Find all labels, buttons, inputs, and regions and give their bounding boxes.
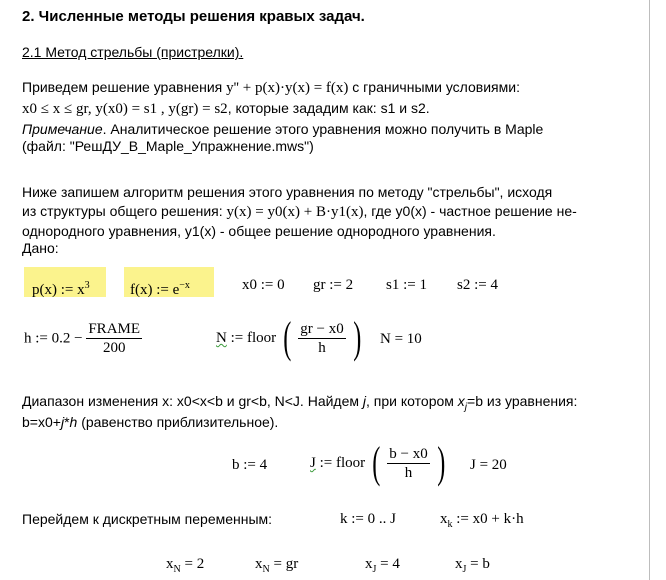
xk-definition[interactable] [440,511,524,533]
range-j: j [362,393,367,409]
f-def-text: f(x) := e [130,282,180,298]
algo-text: из структуры общего решения: [22,203,223,219]
intro-text: Приведем решение уравнения [22,79,223,95]
range2-star: * [64,414,70,430]
section-heading: 2. Численные методы решения кравых задач. [22,8,365,25]
right-paren-icon: ) [352,313,361,362]
left-paren-icon: ( [283,313,292,362]
range2-h: h [69,414,78,430]
f-definition[interactable] [130,277,190,299]
discrete-text: Перейдем к дискретным переменным: [22,511,273,527]
f-exponent: −x [179,280,190,291]
h-definition[interactable] [24,320,142,357]
k-range[interactable]: k := 0 .. J [340,511,396,527]
xk-rest: := x0 + k·h [452,511,524,527]
algo-line-3: однородного уравнения, y1(x) - общее решение однородного уравнения. [22,223,496,239]
general-solution[interactable]: y(x) = y0(x) + B·y1(x) [226,204,364,220]
left-paren-icon: ( [372,438,381,487]
r1-sub: N [173,564,181,575]
r3-sub: J [372,564,377,575]
r4-rest: = b [466,556,490,572]
algo-line-1: Ниже запишем алгоритм решения этого уравнения по методу "стрельбы", исходя [22,184,553,200]
r1-x: x [166,556,174,572]
h-numerator: FRAME [88,321,141,337]
algo-line-2 [22,203,577,221]
boundary-tail: , которые зададим как: s1 и s2. [227,100,430,116]
range-line-1 [22,393,577,416]
J-floor: := floor [315,455,366,471]
r1-rest: = 2 [180,556,205,572]
intro-line-1 [22,79,520,97]
N-result[interactable]: N = 10 [380,331,422,347]
range-line-2 [22,414,278,431]
range-text-c: =b из уравнения: [467,393,578,409]
result-xN-value[interactable] [166,556,204,578]
range-sub: j [464,401,468,413]
xk-sub: k [447,519,453,530]
N-definition[interactable] [216,313,364,362]
r2-sub: N [262,564,270,575]
N-numerator: gr − x0 [300,320,344,337]
note-label: Примечание [22,121,103,137]
J-numerator: b − x0 [389,445,428,462]
algo-line-4: Дано: [22,240,59,256]
range-text-a: Диапазон изменения x: x0<x<b и gr<b, N<J. Найдем [22,393,363,409]
gr-definition[interactable]: gr := 2 [313,277,354,293]
p-definition[interactable] [32,277,90,299]
note-file: (файл: "РешДУ_В_Maple_Упражнение.mws") [22,138,314,154]
J-result[interactable]: J = 20 [470,457,507,473]
range2-text-a: b=x0+ [22,414,61,430]
J-denominator: h [404,464,413,481]
p-exponent: 3 [84,280,90,291]
x0-definition[interactable]: x0 := 0 [242,277,285,293]
result-xJ-value[interactable] [365,556,400,578]
range2-text-d: изительное). [195,414,279,430]
N-floor: := floor [226,330,277,346]
r4-x: x [455,556,463,572]
r3-rest: = 4 [376,556,400,572]
intro-line-2 [22,100,430,118]
N-variable: N [216,330,227,346]
J-variable: J [310,455,316,471]
range2-text-c: (равенство прибл [77,414,196,430]
boundary-conditions[interactable]: x0 ≤ x ≤ gr, y(x0) = s1 , y(gr) = s2 [22,101,228,117]
h-lhs: h := 0.2 − [24,330,83,347]
r2-x: x [255,556,263,572]
N-fraction [298,320,345,357]
subsection-heading: 2.1 Метод стрельбы (пристрелки). [22,44,244,60]
note-line [22,121,543,138]
J-definition[interactable] [310,438,448,487]
range2-j: j [60,414,65,430]
right-paren-icon: ) [436,438,445,487]
r3-x: x [365,556,373,572]
result-xN-gr[interactable] [255,556,298,578]
range-x: x [457,393,465,409]
ode-equation[interactable]: y'' + p(x)·y(x) = f(x) [226,80,349,96]
p-def-text: p(x) := x [32,282,85,298]
xk-x: x [440,511,448,527]
r2-rest: = gr [269,556,299,572]
h-fraction [86,320,142,357]
b-definition[interactable]: b := 4 [232,457,268,473]
range-text-b: , при котором [366,393,458,409]
intro-tail: с граничными условиями: [352,79,520,95]
s1-definition[interactable]: s1 := 1 [386,277,427,293]
algo-tail: , где y0(x) - частное решение не- [363,203,577,219]
page-border [649,0,650,580]
result-xJ-b[interactable] [455,556,490,578]
N-denominator: h [318,339,326,356]
h-denominator: 200 [102,340,126,356]
r4-sub: J [462,564,467,575]
s2-definition[interactable]: s2 := 4 [457,277,498,293]
note-text: . Аналитическое решение этого уравнения можно получить в Maple [102,121,544,137]
J-fraction [387,445,429,482]
